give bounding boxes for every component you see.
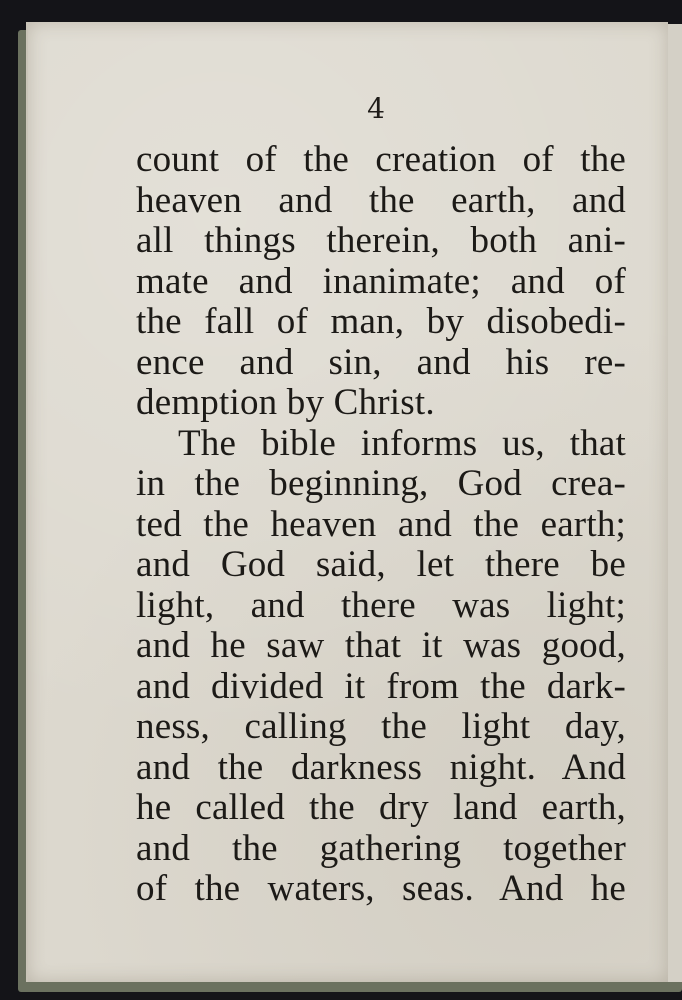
- text-line: of the waters, seas. And he: [136, 868, 626, 909]
- text-line: light, and there was light;: [136, 584, 626, 626]
- text-line: he called the dry land earth,: [136, 787, 626, 828]
- text-line: and divided it from the dark-: [136, 665, 626, 707]
- text-line: in the beginning, God crea-: [136, 463, 626, 504]
- page-number: 4: [367, 92, 385, 125]
- text-line: and God said, let there be: [136, 544, 626, 585]
- text-line: count of the creation of the: [136, 139, 626, 180]
- text-line: The bible informs us, that: [178, 422, 626, 464]
- text-line: ted the heaven and the earth;: [136, 503, 626, 545]
- text-line: all things therein, both ani-: [136, 220, 626, 261]
- text-line: ness, calling the light day,: [136, 706, 626, 747]
- text-line: and he saw that it was good,: [136, 625, 626, 666]
- text-line: heaven and the earth, and: [136, 179, 626, 221]
- text-line: and the darkness night. And: [136, 746, 626, 788]
- page-text: [136, 140, 626, 910]
- text-line: and the gathering together: [136, 827, 626, 869]
- text-line: ence and sin, and his re-: [136, 341, 626, 383]
- text-line: demption by Christ.: [136, 382, 435, 423]
- text-line: the fall of man, by disobedi-: [136, 301, 626, 342]
- text-line: mate and inanimate; and of: [136, 260, 626, 302]
